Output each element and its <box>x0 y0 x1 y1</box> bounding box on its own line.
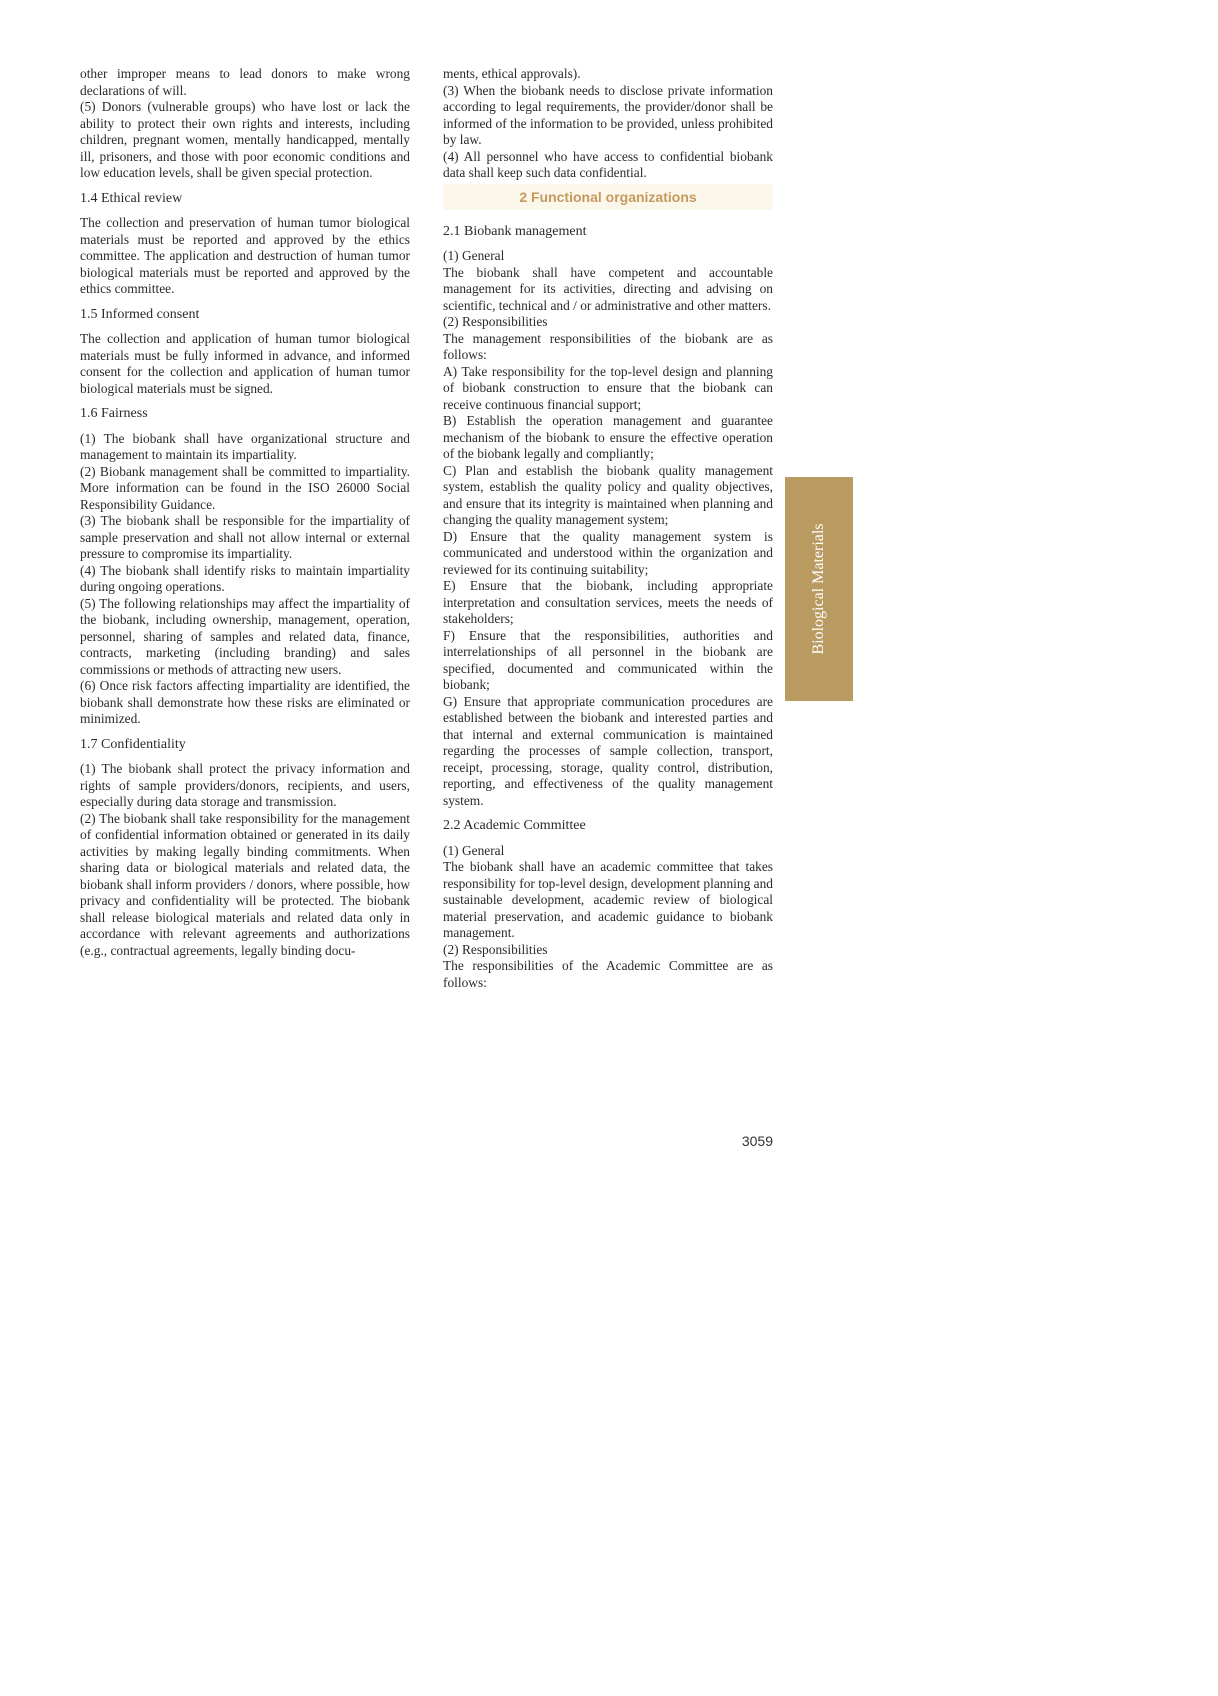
paragraph-responsibility-d: D) Ensure that the quality management system is communicated and understood within the organization and reviewed for its continuing suitability; <box>443 528 773 577</box>
heading-fairness: 1.6 Fairness <box>80 406 148 421</box>
paragraph-confidentiality-4: (4) All personnel who have access to confidential biobank data shall keep such data confidential. <box>443 148 773 180</box>
label-responsibilities: (2) Responsibilities <box>443 314 548 329</box>
paragraph-fairness-4: (4) The biobank shall identify risks to maintain impartiality during ongoing operations. <box>80 562 410 594</box>
right-column <box>443 66 773 991</box>
paragraph-informed-consent: The collection and application of human tumor biological materials must be fully informed in advance, and informed consent for the collection and application of human tumor biological materials must be signed. <box>80 331 410 396</box>
heading-academic-committee: 2.2 Academic Committee <box>443 818 586 833</box>
heading-informed-consent: 1.5 Informed consent <box>80 306 200 322</box>
paragraph-confidentiality-3: (3) When the biobank needs to disclose private information according to legal requirements, the provider/donor shall be informed of the information to be provided, unless prohibited by law. <box>443 82 773 147</box>
paragraph-general: The biobank shall have competent and accountable management for its activities, directing and advising on scientific, technical and / or administrative and other matters. <box>443 264 773 313</box>
paragraph-responsibility-a: A) Take responsibility for the top-level design and planning of biobank construction to ensure that the biobank can receive continuous financial support; <box>443 363 773 412</box>
side-tab <box>785 477 853 701</box>
side-tab-label: Biological Materials <box>810 523 827 655</box>
paragraph-responsibility-b: B) Establish the operation management and guarantee mechanism of the biobank to ensure the effective operation of the biobank legally and compliantly; <box>443 413 773 461</box>
heading-biobank-management: 2.1 Biobank management <box>443 223 587 239</box>
label-general: (1) General <box>443 248 505 263</box>
paragraph-responsibility-f: F) Ensure that the responsibilities, authorities and interrelationships of all personnel in the biobank are specified, documented and communicated within the biobank; <box>443 627 773 692</box>
section-title-functional-organizations: 2 Functional organizations <box>443 184 773 210</box>
heading-ethical-review: 1.4 Ethical review <box>80 190 183 206</box>
paragraph-fairness-1: (1) The biobank shall have organizational structure and management to maintain its impartiality. <box>80 430 410 462</box>
paragraph-confidentiality-2: (2) The biobank shall take responsibility for the management of confidential information obtained or generated in its daily activities by making legally binding commitments. When sharing data or biological materials and related data, the biobank shall inform providers / donors, where possible, how privacy and confidentiality will be protected. The biobank shall release biological materials and related data only in accordance with relevant agreements and authorizations (e.g., contractual agreements, legally binding docu- <box>80 810 410 958</box>
paragraph-fairness-3: (3) The biobank shall be responsible for the impartiality of sample preservation and shall not allow internal or external pressure to compromise its impartiality. <box>80 513 410 561</box>
paragraph-responsibility-c: C) Plan and establish the biobank quality management system, establish the quality policy and quality objectives, and ensure that its integrity is maintained when planning and changing the quality management system; <box>443 462 773 527</box>
paragraph-fairness-2: (2) Biobank management shall be committed to impartiality. More information can be found in the ISO 26000 Social Responsibility Guidance. <box>80 463 410 512</box>
label-responsibilities: (2) Responsibilities <box>443 941 548 957</box>
paragraph-fairness-6: (6) Once risk factors affecting impartiality are identified, the biobank shall demonstrate how these risks are eliminated or minimized. <box>80 678 410 726</box>
paragraph-academic-general: The biobank shall have an academic committee that takes responsibility for top-level design, development planning and sustainable development, academic review of biological material preservation, and academic guidance to biobank management. <box>443 859 773 940</box>
paragraph-responsibilities-intro: The management responsibilities of the biobank are as follows: <box>443 330 773 362</box>
page-number: 3059 <box>741 1133 773 1149</box>
paragraph-vulnerable-donors: (5) Donors (vulnerable groups) who have lost or lack the ability to protect their own rights and interests, including children, pregnant women, mentally handicapped, mentally ill, prisoners, and those with poor economic conditions and low education levels, shall be given special protection. <box>80 99 410 180</box>
heading-confidentiality: 1.7 Confidentiality <box>80 736 186 752</box>
paragraph-responsibility-g: G) Ensure that appropriate communication procedures are established between the biobank and interested parties and that internal and external communication is maintained regarding the processes of sample collection, transport, receipt, processing, storage, quality control, distribution, reporting, and effectiveness of the quality management system. <box>443 693 773 808</box>
paragraph-continued: other improper means to lead donors to make wrong declarations of will. <box>80 66 410 98</box>
label-general: (1) General <box>443 842 505 858</box>
paragraph-confidentiality-1: (1) The biobank shall protect the privacy information and rights of sample providers/donors, recipients, and users, especially during data storage and transmission. <box>80 761 410 809</box>
paragraph-fairness-5: (5) The following relationships may affect the impartiality of the biobank, including ownership, management, operation, personnel, sharing of samples and related data, finance, contracts, marketing (including branding) and sales commissions or methods of attracting new users. <box>80 595 410 677</box>
paragraph-continued: ments, ethical approvals). <box>443 66 581 81</box>
paragraph-academic-responsibilities: The responsibilities of the Academic Committee are as follows: <box>443 958 773 990</box>
left-column <box>80 66 410 959</box>
paragraph-ethical-review: The collection and preservation of human tumor biological materials must be reported and approved by the ethics committee. The application and destruction of human tumor biological materials must be reported and approved by the ethics committee. <box>80 215 410 296</box>
paragraph-responsibility-e: E) Ensure that the biobank, including appropriate interpretation and consultation services, meets the needs of stakeholders; <box>443 578 773 626</box>
